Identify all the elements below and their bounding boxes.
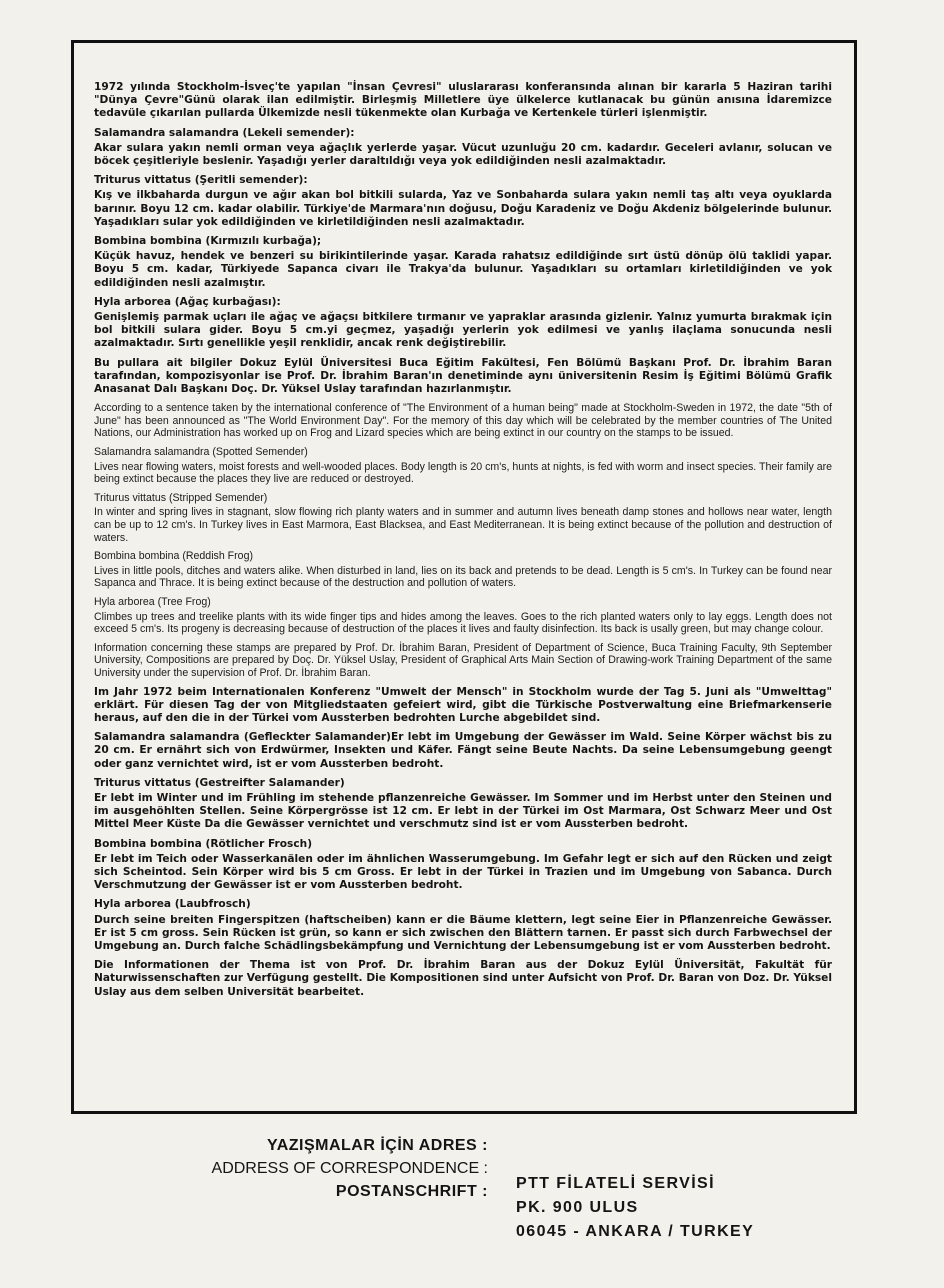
species-heading: Bombina bombina (Rötlicher Frosch) (94, 837, 313, 850)
turkish-hyla (94, 296, 832, 351)
german-bombina (94, 838, 832, 893)
german-salamandra (94, 731, 832, 771)
turkish-credits (94, 357, 832, 397)
paragraph-text: Küçük havuz, hendek ve benzeri su birikintilerinde yaşar. Karada rahatsız edildiğinde sırt üstü dönüp ölü taklidi yapar. Boyu 5 cm. kadar, Türkiyede Sapanca civarı ile Trakya'da bulunur. Yaşadıkları su ortamları kirletildiğinden ve yok edildiğinden nesli azalmıştır. (94, 250, 832, 289)
english-intro (94, 402, 832, 440)
paragraph-text: In winter and spring lives in stagnant, slow flowing rich planty waters and in summer and autumn lives beneath damp stones and hollows near water, length can be up to 12 cm's. In Turkey lives in East Marmora, East Blacksea, and East Mediterranean. It is being extinct because of the pollution and destruction of waters. (94, 506, 832, 544)
german-triturus (94, 777, 832, 832)
correspondence-address (200, 1134, 900, 1254)
species-heading: Salamandra salamandra (Lekeli semender): (94, 126, 355, 139)
species-heading: Hyla arborea (Laubfrosch) (94, 898, 251, 911)
paragraph-text: 1972 yılında Stockholm-İsveç'te yapılan "İnsan Çevresi" uluslararası konferansında alınan bir kararla 5 Haziran tarihi "Dünya Çevre"Günü olarak ilan edilmiştir. Birleşmiş Milletlere üye ülkelerce kutlanacak bu günün anısına İdaremizce tedavüle çıkarılan pullarda Ülkemizde nesli tükenmekte olan Kurbağa ve Kertenkele türleri işlenmiştir. (94, 81, 832, 120)
species-heading: Triturus vittatus (Stripped Semender) (94, 491, 268, 504)
paragraph-text: Akar sulara yakın nemli orman veya ağaçlık yerlerde yaşar. Vücut uzunluğu 20 cm. kadardır. Geceleri avlanır, solucan ve böcek çeşitleriyle beslenir. Yaşadığı yerler daraltıldığı veya yok edildiğinden nesli azalmaktadır. (94, 141, 832, 168)
address-po-box: PK. 900 ULUS (516, 1199, 639, 1216)
turkish-salamandra (94, 127, 832, 169)
english-triturus (94, 492, 832, 544)
turkish-triturus (94, 174, 832, 229)
species-heading: Salamandra salamandra (Spotted Semender) (94, 446, 308, 459)
paragraph-text: Er lebt im Winter und im Frühling im stehende pflanzenreiche Gewässer. Im Sommer und im Herbst unter den Steinen und im ausgehöhlten Stellen. Seine Körpergrösse ist 12 cm. Er lebt in der Türkei im Ost Marmara, Ost Schwarz Meer und Ost Mittel Meer Küste Da die Gewässer vernichtet und verschmutz sind ist er vom Aussterben bedroht. (94, 791, 832, 831)
species-heading: Hyla arborea (Ağaç kurbağası): (94, 295, 281, 308)
address-label-german: POSTANSCHRIFT : (335, 1183, 488, 1200)
paragraph-text: Kış ve ilkbaharda durgun ve ağır akan bol bitkili sularda, Yaz ve Sonbaharda sulara yakın nemli taş altı veya oyuklarda barınır. Boyu 12 cm. kadar olabilir. Türkiye'de Marmara'nın doğusu, Doğu Karadeniz ve Doğu Akdeniz bölgelerinde bulunur. Yaşadıkları sular yok edildiğinden ve kirletildiğinden nesli azalmaktadır. (94, 189, 832, 228)
turkish-bombina (94, 235, 832, 290)
paragraph-text: Im Jahr 1972 beim Internationalen Konferenz "Umwelt der Mensch" in Stockholm wurde der Tag 5. Juni als "Umwelttag" erklärt. Für diesen Tag der von Mitgliedstaaten gefeiert wird, gibt die Türkische Postverwaltung eine Briefmarkenserie heraus, auf den die in der Türkei vom Aussterben bedrohten Lurche abgebildet sind. (94, 685, 832, 724)
paragraph-text: Bu pullara ait bilgiler Dokuz Eylül Üniversitesi Buca Eğitim Fakültesi, Fen Bölümü Başkanı Prof. Dr. İbrahim Baran tarafından, kompozisyonlar ise Prof. Dr. İbrahim Baran'ın denetiminde aynı üniversitenin Resim İş Eğitimi Bölümü Grafik Anasanat Dalı Başkanı Doç. Dr. Yüksel Uslay tarafından hazırlanmıştır. (94, 356, 832, 396)
paragraph-text: Information concerning these stamps are prepared by Prof. Dr. İbrahim Baran, President of Department of Science, Buca Training Faculty, 9th September University, Compositions are prepared by Doç. Dr. Yüksel Uslay, President of Graphical Arts Main Section of Drawing-work Training Department of the same University under the supervision of Prof. Dr. İbrahim Baran. (94, 641, 832, 679)
german-intro (94, 686, 832, 726)
address-city-line: 06045 - ANKARA / TURKEY (516, 1223, 755, 1240)
species-heading: Triturus vittatus (Gestreifter Salamander) (94, 776, 345, 789)
paragraph-text: Er lebt im Teich oder Wasserkanälen oder im ähnlichen Wasserumgebung. Im Gefahr legt er sich auf den Rücken und zeigt sich Scheintod. Sein Körper wird bis 5 cm Gross. Er lebt in der Türkei in Trazien und im Umgebung von Sabanca. Durch Verschmutzung der Gewässer ist er vom Aussterben bedroht. (94, 852, 832, 892)
paragraph-text: Lives near flowing waters, moist forests and well-wooded places. Body length is 20 cm's, hunts at nights, is fed with worm and insect species. Their family are being extinct because the places they live are reduced or destroyed. (94, 460, 832, 486)
address-service-name: PTT FİLATELİ SERVİSİ (516, 1175, 715, 1192)
english-credits (94, 642, 832, 680)
paragraph-text: Lives in little pools, ditches and waters alike. When disturbed in land, lies on its back and pretends to be dead. Length is 5 cm's. In Turkey can be found near Sapanca and Thrace. It is being extinct because of the destruction and pollution of waters. (94, 564, 832, 590)
paragraph-text: Die Informationen der Thema ist von Prof. Dr. İbrahim Baran aus der Dokuz Eylül Üniversität, Fakultät für Naturwissenschaften zur Verfügung gestellt. Die Kompositionen sind unter Aufsicht von Prof. Dr. Baran von Doz. Dr. Yüksel Uslay aus dem selben Universität bearbeitet. (94, 959, 832, 998)
species-heading: Bombina bombina (Reddish Frog) (94, 550, 253, 563)
english-salamandra (94, 446, 832, 486)
german-hyla (94, 898, 832, 953)
species-heading: Hyla arborea (Tree Frog) (94, 595, 211, 608)
paragraph-text: Climbes up trees and treelike plants with its wide finger tips and hides among the leaves. Goes to the rich planted waters only to lay eggs. Length does not exceed 5 cm's. Its progeny is decreasing because of destruction of the places it lives and faulty disinfection. Its back is usally green, but may change colour. (94, 610, 832, 636)
paragraph-text: According to a sentence taken by the international conference of "The Environment of a human being" made at Stockholm-Sweden in 1972, the date "5th of June" has been announced as "The World Environment Day". For the memory of this day which will be celebrated by the member countries of The United Nations, our Administration has worked up on Frog and Lizard species which are being extinct in our country on the stamps to be issued. (94, 402, 832, 440)
german-credits (94, 959, 832, 999)
paragraph-text: Salamandra salamandra (Gefleckter Salamander)Er lebt im Umgebung der Gewässer im Wald. Seine Körper wächst bis zu 20 cm. Er ernährt sich von Erdwürmer, Insekten und Käfer. Fängt seine Beute Nachts. Da seine Lebensumgebung geengt oder ganz vernichtet wird, ist er vom Aussterben bedroht. (94, 731, 832, 770)
species-heading: Bombina bombina (Kırmızılı kurbağa); (94, 235, 322, 248)
address-label-english: ADDRESS OF CORRESPONDENCE : (211, 1160, 488, 1177)
species-heading: Triturus vittatus (Şeritli semender): (94, 174, 308, 187)
turkish-intro (94, 81, 832, 121)
paragraph-text: Durch seine breiten Fingerspitzen (haftscheiben) kann er die Bäume klettern, legt seine Eier in Pflanzenreiche Gewässer. Er ist 5 cm gross. Sein Rücken ist grün, so kann er sich zwischen den Blättern tarnen. Er passt sich durch Farbwechsel der Umgebung an. Durch falche Schädlingsbekämpfung und Vernichtung der Lebensumgebung ist er vom Aussterben bedroht. (94, 913, 832, 952)
english-hyla (94, 596, 832, 636)
english-bombina (94, 550, 832, 590)
info-text-frame (71, 40, 857, 1114)
paragraph-text: Genişlemiş parmak uçları ile ağaç ve ağaçsı bitkilere tırmanır ve yapraklar arasında gizlenir. Yalnız yumurta bırakmak için bol bitkili sulara gider. Boyu 5 cm.yi geçmez, yaşadığı yerlerin yok edilmesi ve yanlış ilaçlama sonucunda nesli azalmaktadır. Sırtı genellikle yeşil renklidir, ancak renk değiştirebilir. (94, 311, 832, 350)
address-label-turkish: YAZIŞMALAR İÇİN ADRES : (267, 1137, 488, 1154)
